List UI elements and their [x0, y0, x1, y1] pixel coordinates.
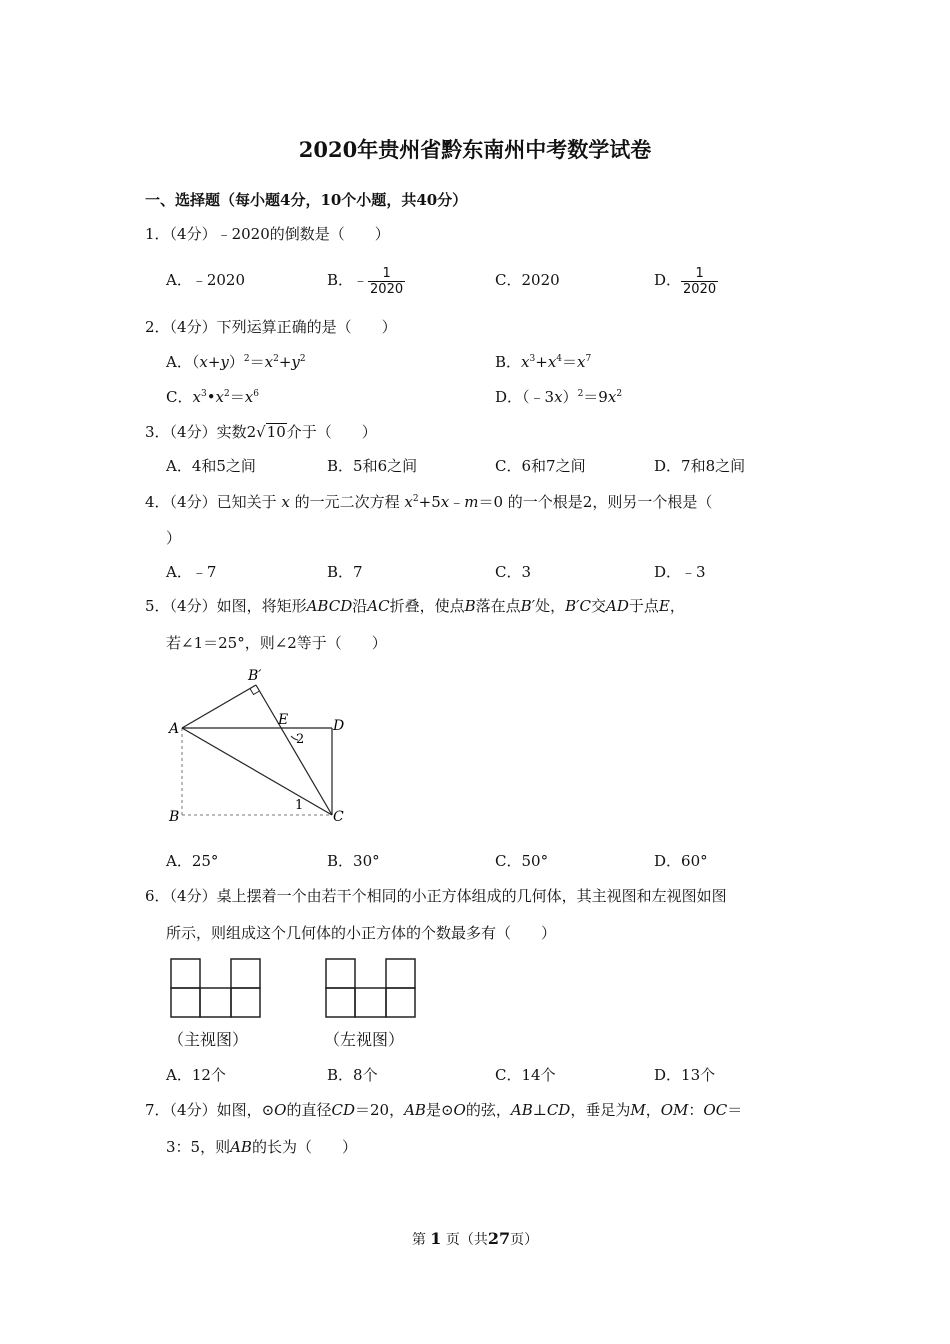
- q1-option-d-denominator: 2020: [683, 281, 717, 297]
- radical-sign: √: [256, 423, 266, 441]
- q1-option-a: A．﹣2020: [166, 271, 246, 289]
- q4-option-d: D．﹣3: [654, 563, 706, 581]
- q6-option-b: B．8个: [327, 1066, 378, 1084]
- question-2-stem: 2．（4分）下列运算正确的是（ ）: [145, 318, 397, 336]
- q1-option-d: [654, 262, 718, 298]
- segment-ab-prime: [182, 685, 256, 728]
- q7-text-5: 的弦，: [465, 1101, 511, 1119]
- q3-stem-suffix: 介于（ ）: [286, 423, 377, 441]
- question-6-stem: 6．（4分）桌上摆着一个由若干个相同的小正方体组成的几何体，其主视图和左视图如图: [145, 887, 727, 905]
- q5-text-1: 5．（4分）如图，将矩形: [145, 597, 307, 615]
- question-5-stem-continued: 若∠1＝25°，则∠2等于（ ）: [166, 634, 387, 652]
- label-a: A: [169, 721, 180, 737]
- q7-text-8: ：: [688, 1101, 704, 1119]
- q5-text-7: 于点: [628, 597, 659, 615]
- q5-geometry-figure: [160, 660, 360, 835]
- label-e: E: [278, 712, 289, 728]
- left-view-grid: [320, 955, 425, 1021]
- page-footer: [0, 1229, 950, 1250]
- q7-text-6: ⊥: [532, 1101, 547, 1119]
- q2-option-a: A．$(x+y)^2=x^2+y^2$: [166, 353, 306, 371]
- question-7-stem-continued: 3：5，则AB的长为（ ）: [166, 1138, 357, 1156]
- label-b-prime: B′: [248, 668, 262, 684]
- q1-option-b-fraction: [368, 266, 405, 297]
- left-cell-bottom-middle: [355, 988, 386, 1017]
- q1-option-c: C．2020: [495, 271, 560, 289]
- q2-option-c: C．$x^3•x^2=x^6$: [166, 388, 259, 406]
- question-4-stem: 4．（4分）已知关于 x 的一元二次方程 $x^2+5x﹣m=0$ 的一个根是2，则另一个根是（: [145, 493, 713, 511]
- q4-text-2: 的一元二次方程: [294, 493, 400, 511]
- left-cell-top-right: [386, 959, 415, 988]
- q5-text-4: 落在点: [475, 597, 521, 615]
- q3-option-d: D．7和8之间: [654, 457, 746, 475]
- q3-option-b: B．5和6之间: [327, 457, 418, 475]
- q5-text-5: 处，: [535, 597, 566, 615]
- q6-option-a: A．12个: [166, 1066, 226, 1084]
- page-title: 2020年贵州省黔东南州中考数学试卷: [298, 137, 652, 162]
- left-cell-bottom-right: [386, 988, 415, 1017]
- q1-option-d-label: D．: [654, 271, 682, 289]
- front-cell-bottom-left: [171, 988, 200, 1017]
- q5-text-2: 沿: [352, 597, 368, 615]
- segment-ac: [182, 728, 332, 815]
- front-cell-top-right: [231, 959, 260, 988]
- question-7-stem: 7．（4分）如图，⊙O的直径CD＝20，AB是⊙O的弦，AB⊥CD，垂足为M，OM：OC＝: [145, 1101, 743, 1119]
- q1-option-b-denominator: 2020: [370, 281, 404, 297]
- q5-option-c: C．50°: [495, 852, 549, 870]
- q7-text-4: 是⊙: [425, 1101, 454, 1119]
- footer-middle: 页（共: [445, 1232, 488, 1248]
- question-6-stem-continued: 所示，则组成这个几何体的小正方体的个数最多有（ ）: [166, 924, 557, 942]
- q1-option-d-numerator: 1: [681, 266, 718, 282]
- q4-option-a: A．﹣7: [166, 563, 217, 581]
- front-cell-bottom-middle: [200, 988, 231, 1017]
- label-b: B: [169, 809, 180, 825]
- q1-option-b: [327, 262, 405, 298]
- label-angle-1: 1: [295, 798, 304, 813]
- question-1-stem: 1．（4分）﹣2020的倒数是（ ）: [145, 225, 390, 243]
- question-3-stem: [145, 422, 377, 442]
- q7-text-7: ，垂足为: [570, 1101, 631, 1119]
- footer-prefix: 第: [411, 1232, 426, 1248]
- left-cell-bottom-left: [326, 988, 355, 1017]
- front-cell-top-left: [171, 959, 200, 988]
- q7-text-1: 7．（4分）如图，⊙: [145, 1101, 275, 1119]
- q5-text-3: 折叠，使点: [389, 597, 465, 615]
- front-view-grid: [165, 955, 270, 1021]
- label-c: C: [333, 809, 344, 825]
- q2-option-b: B．$x^3+x^4=x^7$: [495, 353, 592, 371]
- left-view-caption: （左视图）: [324, 1030, 405, 1049]
- label-d: D: [333, 718, 345, 734]
- q7-text-3: ＝20，: [355, 1101, 405, 1119]
- page-total: 27: [487, 1229, 511, 1248]
- label-angle-2: 2: [296, 732, 305, 747]
- q6-option-c: C．14个: [495, 1066, 556, 1084]
- left-cell-top-left: [326, 959, 355, 988]
- section-heading: 一、选择题（每小题4分，10个小题，共40分）: [145, 191, 468, 209]
- q3-radicand: 10: [266, 423, 286, 441]
- q5-text-6: 交: [590, 597, 606, 615]
- q6-option-d: D．13个: [654, 1066, 716, 1084]
- q5-option-a: A．25°: [166, 852, 219, 870]
- q4-text-3: 的一个根是2，则另一个根是（: [507, 493, 713, 511]
- q5-option-d: D．60°: [654, 852, 708, 870]
- q4-option-b: B．7: [327, 563, 363, 581]
- q4-option-c: C．3: [495, 563, 532, 581]
- q7-text-2: 的直径: [286, 1101, 332, 1119]
- front-view-caption: （主视图）: [168, 1030, 249, 1049]
- q1-option-b-label: B．﹣: [327, 271, 369, 289]
- q3-option-a: A．4和5之间: [166, 457, 256, 475]
- q4-stem-continued: ）: [166, 529, 182, 547]
- q7-text-11: 的长为（ ）: [251, 1138, 357, 1156]
- q4-text-1: 4．（4分）已知关于: [145, 493, 277, 511]
- page-number: 1: [430, 1229, 442, 1248]
- q7-text-10: 3：5，则: [166, 1138, 231, 1156]
- q7-text-9: ＝: [727, 1101, 743, 1119]
- q3-option-c: C．6和7之间: [495, 457, 586, 475]
- q2-option-d: D．$(﹣3x)^2=9x^2$: [495, 388, 623, 406]
- front-cell-bottom-right: [231, 988, 260, 1017]
- segment-b-prime-c: [256, 685, 332, 815]
- question-5-stem: 5．（4分）如图，将矩形ABCD沿AC折叠，使点B落在点B′处，B′C交AD于点E，: [145, 597, 685, 615]
- q5-option-b: B．30°: [327, 852, 380, 870]
- q1-option-b-numerator: 1: [368, 266, 405, 282]
- footer-suffix: 页）: [510, 1232, 539, 1248]
- q1-option-d-fraction: [681, 266, 718, 297]
- q3-stem-prefix: 3．（4分）实数2: [145, 423, 257, 441]
